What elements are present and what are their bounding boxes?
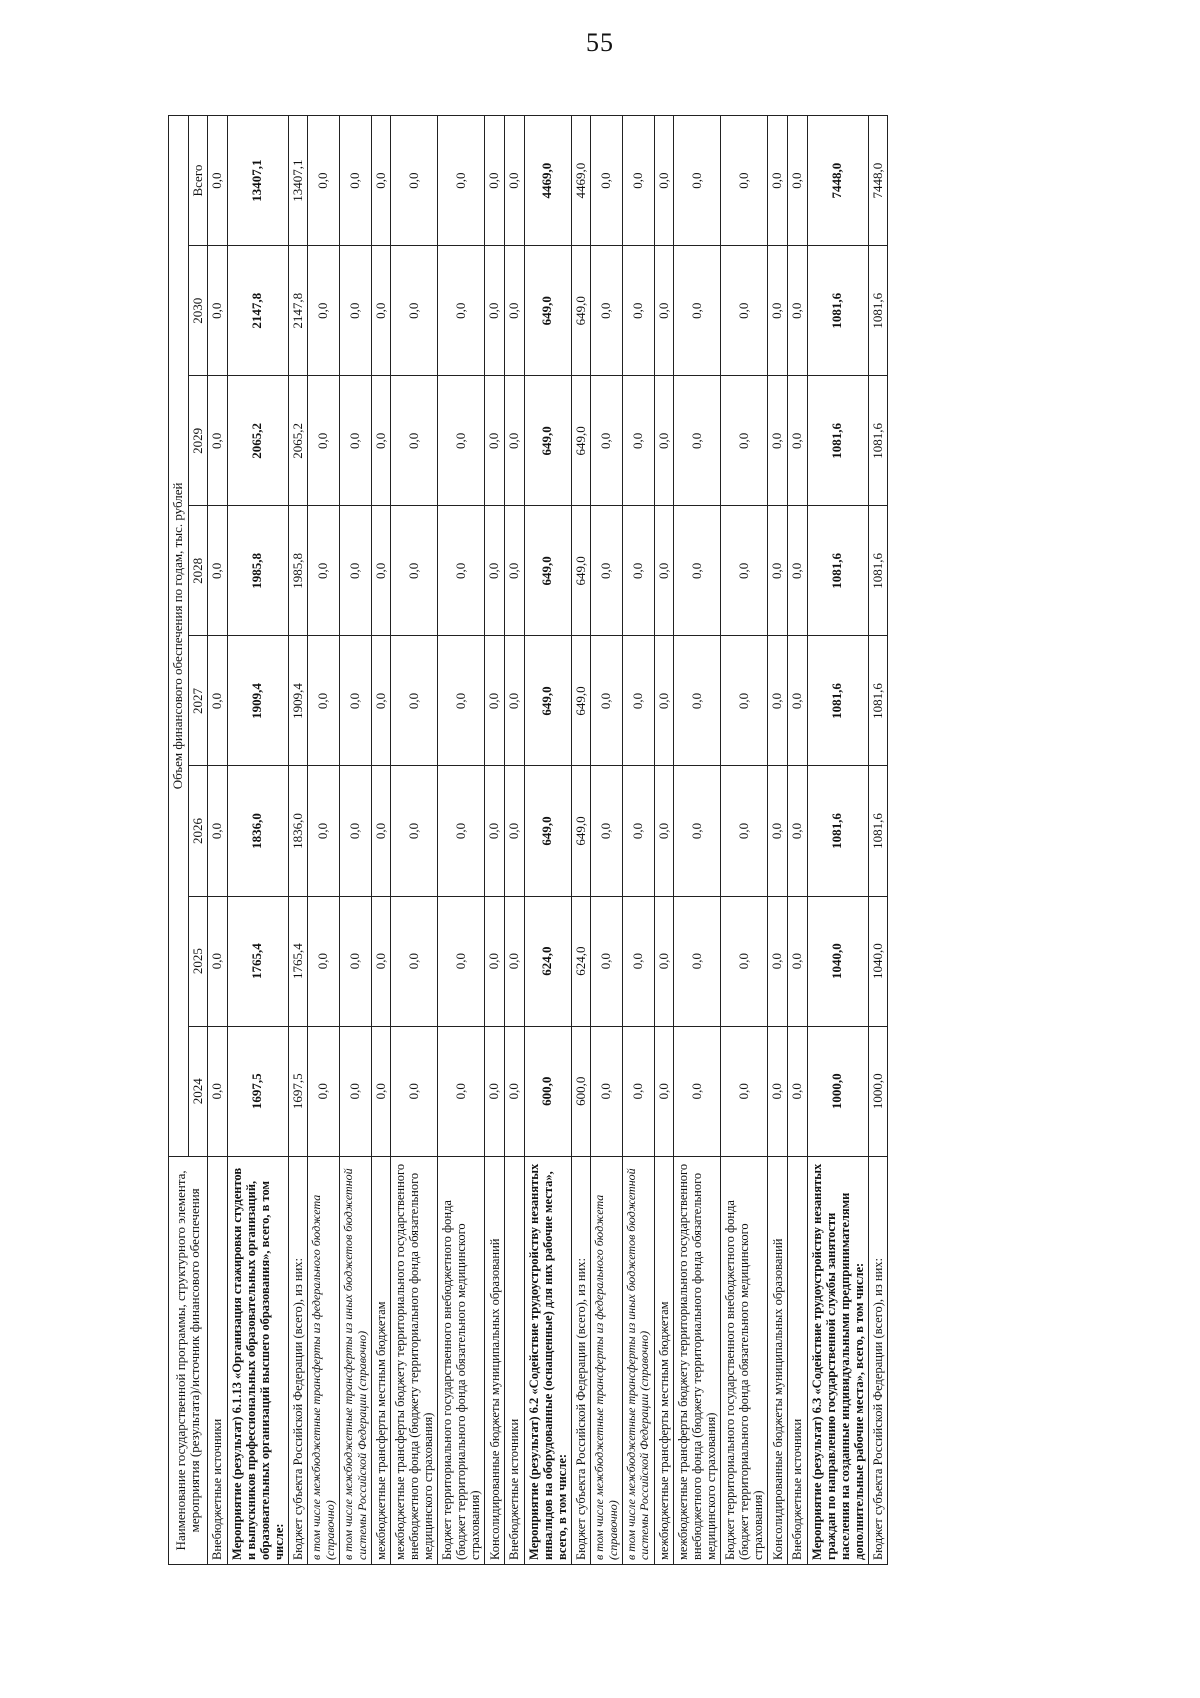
- year-value-cell: 0,0: [340, 896, 372, 1026]
- table-row: [721, 116, 768, 1565]
- year-value-cell: 649,0: [524, 766, 571, 896]
- total-value-cell: 4469,0: [571, 116, 591, 246]
- year-value-cell: 0,0: [485, 506, 505, 636]
- year-value-cell: 0,0: [591, 506, 623, 636]
- total-value-cell: 0,0: [340, 116, 372, 246]
- total-value-cell: 7448,0: [868, 116, 888, 246]
- year-value-cell: 0,0: [308, 246, 340, 376]
- year-value-cell: 0,0: [505, 766, 525, 896]
- year-value-cell: 0,0: [391, 1026, 438, 1156]
- year-value-cell: 2065,2: [288, 376, 308, 506]
- year-value-cell: 0,0: [787, 376, 807, 506]
- year-value-cell: 0,0: [308, 1026, 340, 1156]
- year-value-cell: 0,0: [391, 766, 438, 896]
- year-header: 2027: [188, 636, 208, 766]
- year-value-cell: 1836,0: [227, 766, 288, 896]
- year-value-cell: 1909,4: [288, 636, 308, 766]
- year-value-cell: 0,0: [721, 1026, 768, 1156]
- year-value-cell: 0,0: [787, 506, 807, 636]
- year-value-cell: 1765,4: [288, 896, 308, 1026]
- year-value-cell: 1081,6: [807, 376, 868, 506]
- year-value-cell: 0,0: [674, 506, 721, 636]
- year-value-cell: 0,0: [208, 376, 228, 506]
- year-value-cell: 0,0: [438, 506, 485, 636]
- year-value-cell: 0,0: [391, 376, 438, 506]
- row-label: Бюджет субъекта Российской Федерации (всего), из них:: [868, 1156, 888, 1564]
- year-value-cell: 0,0: [768, 766, 788, 896]
- table-header: [169, 116, 208, 1565]
- year-value-cell: 0,0: [308, 766, 340, 896]
- year-value-cell: 0,0: [438, 636, 485, 766]
- table-row: [623, 116, 655, 1565]
- year-header: 2025: [188, 896, 208, 1026]
- year-value-cell: 0,0: [674, 636, 721, 766]
- year-value-cell: 0,0: [485, 896, 505, 1026]
- table-row: [340, 116, 372, 1565]
- table-row: [371, 116, 391, 1565]
- year-value-cell: 0,0: [591, 1026, 623, 1156]
- year-value-cell: 0,0: [505, 246, 525, 376]
- year-value-cell: 2147,8: [227, 246, 288, 376]
- total-value-cell: 0,0: [308, 116, 340, 246]
- total-value-cell: 0,0: [591, 116, 623, 246]
- year-value-cell: 0,0: [654, 766, 674, 896]
- year-value-cell: 0,0: [485, 246, 505, 376]
- year-value-cell: 1081,6: [868, 636, 888, 766]
- year-header: 2028: [188, 506, 208, 636]
- total-value-cell: 13407,1: [227, 116, 288, 246]
- table-row: [524, 116, 571, 1565]
- year-value-cell: 1081,6: [807, 506, 868, 636]
- total-value-cell: 0,0: [438, 116, 485, 246]
- year-value-cell: 1081,6: [868, 246, 888, 376]
- row-label: в том числе межбюджетные трансферты из федерального бюджета (справочно): [308, 1156, 340, 1564]
- year-value-cell: 0,0: [721, 376, 768, 506]
- total-value-cell: 0,0: [505, 116, 525, 246]
- year-value-cell: 0,0: [654, 506, 674, 636]
- year-value-cell: 649,0: [571, 506, 591, 636]
- year-value-cell: 0,0: [768, 246, 788, 376]
- year-value-cell: 0,0: [505, 376, 525, 506]
- year-value-cell: 0,0: [308, 636, 340, 766]
- year-value-cell: 0,0: [721, 246, 768, 376]
- row-label: Консолидированные бюджеты муниципальных образований: [768, 1156, 788, 1564]
- year-value-cell: 0,0: [485, 376, 505, 506]
- year-value-cell: 0,0: [308, 896, 340, 1026]
- year-value-cell: 0,0: [623, 766, 655, 896]
- year-header: 2026: [188, 766, 208, 896]
- total-value-cell: 0,0: [768, 116, 788, 246]
- year-value-cell: 649,0: [571, 766, 591, 896]
- year-value-cell: 649,0: [524, 246, 571, 376]
- year-value-cell: 1081,6: [807, 766, 868, 896]
- year-value-cell: 0,0: [505, 896, 525, 1026]
- year-value-cell: 1765,4: [227, 896, 288, 1026]
- row-label: межбюджетные трансферты бюджету территориального государственного внебюджетного фонда (бюджету территориального фонда обязательного медицинского страхования): [674, 1156, 721, 1564]
- year-value-cell: 0,0: [654, 636, 674, 766]
- total-value-cell: 0,0: [371, 116, 391, 246]
- year-value-cell: 0,0: [371, 506, 391, 636]
- year-value-cell: 0,0: [438, 246, 485, 376]
- year-value-cell: 0,0: [340, 506, 372, 636]
- row-label: Внебюджетные источники: [505, 1156, 525, 1564]
- year-value-cell: 0,0: [485, 636, 505, 766]
- total-value-cell: 0,0: [623, 116, 655, 246]
- year-value-cell: 0,0: [208, 636, 228, 766]
- year-value-cell: 1040,0: [807, 896, 868, 1026]
- year-header: 2024: [188, 1026, 208, 1156]
- row-label: Внебюджетные источники: [787, 1156, 807, 1564]
- row-label: Мероприятие (результат) 6.2 «Содействие трудоустройству незанятых инвалидов на оборудованные (оснащенные) для них рабочие места», всего, в том числе:: [524, 1156, 571, 1564]
- year-value-cell: 0,0: [654, 896, 674, 1026]
- year-value-cell: 0,0: [391, 506, 438, 636]
- year-value-cell: 1081,6: [868, 376, 888, 506]
- year-value-cell: 0,0: [623, 376, 655, 506]
- year-value-cell: 0,0: [208, 1026, 228, 1156]
- year-value-cell: 649,0: [524, 636, 571, 766]
- year-value-cell: 0,0: [391, 246, 438, 376]
- year-value-cell: 649,0: [524, 506, 571, 636]
- year-value-cell: 0,0: [787, 1026, 807, 1156]
- financing-table: [168, 115, 888, 1565]
- total-value-cell: 13407,1: [288, 116, 308, 246]
- total-value-cell: 0,0: [208, 116, 228, 246]
- year-value-cell: 0,0: [674, 246, 721, 376]
- year-value-cell: 1697,5: [288, 1026, 308, 1156]
- row-label: Бюджет субъекта Российской Федерации (всего), из них:: [571, 1156, 591, 1564]
- table-row: [591, 116, 623, 1565]
- year-value-cell: 1081,6: [807, 246, 868, 376]
- year-value-cell: 0,0: [340, 376, 372, 506]
- year-value-cell: 0,0: [787, 766, 807, 896]
- year-value-cell: 0,0: [623, 506, 655, 636]
- year-value-cell: 0,0: [208, 506, 228, 636]
- row-label: в том числе межбюджетные трансферты из федерального бюджета (справочно): [591, 1156, 623, 1564]
- financing-group-header: Объем финансового обеспечения по годам, тыс. рублей: [169, 116, 189, 1157]
- row-label: Внебюджетные источники: [208, 1156, 228, 1564]
- year-value-cell: 0,0: [505, 1026, 525, 1156]
- year-value-cell: 1697,5: [227, 1026, 288, 1156]
- year-value-cell: 0,0: [371, 246, 391, 376]
- year-value-cell: 649,0: [571, 636, 591, 766]
- year-value-cell: 1081,6: [868, 766, 888, 896]
- row-label: межбюджетные трансферты местным бюджетам: [371, 1156, 391, 1564]
- row-label: Мероприятие (результат) 6.3 «Содействие трудоустройству незанятых граждан по направлению государственной службы занятости населения на созданные индивидуальными предпринимателями дополнительные рабочие места», всего, в том числе:: [807, 1156, 868, 1564]
- year-value-cell: 0,0: [438, 896, 485, 1026]
- row-label: Консолидированные бюджеты муниципальных образований: [485, 1156, 505, 1564]
- year-value-cell: 0,0: [768, 636, 788, 766]
- year-header: 2029: [188, 376, 208, 506]
- table-row: [868, 116, 888, 1565]
- year-value-cell: 0,0: [674, 376, 721, 506]
- page-number: 55: [586, 28, 614, 57]
- total-value-cell: 4469,0: [524, 116, 571, 246]
- table-row: [208, 116, 228, 1565]
- table-row: [571, 116, 591, 1565]
- year-value-cell: 0,0: [623, 246, 655, 376]
- table-row: [807, 116, 868, 1565]
- year-value-cell: 624,0: [524, 896, 571, 1026]
- total-value-cell: 0,0: [654, 116, 674, 246]
- table-body: [208, 116, 888, 1565]
- row-label: Бюджет субъекта Российской Федерации (всего), из них:: [288, 1156, 308, 1564]
- year-value-cell: 1985,8: [227, 506, 288, 636]
- year-value-cell: 649,0: [571, 376, 591, 506]
- table-row: [485, 116, 505, 1565]
- row-label: в том числе межбюджетные трансферты из иных бюджетов бюджетной системы Российской Федерации (справочно): [623, 1156, 655, 1564]
- year-value-cell: 0,0: [371, 636, 391, 766]
- total-value-cell: 0,0: [485, 116, 505, 246]
- year-value-cell: 0,0: [391, 636, 438, 766]
- year-value-cell: 0,0: [505, 506, 525, 636]
- year-value-cell: 1985,8: [288, 506, 308, 636]
- year-value-cell: 0,0: [208, 896, 228, 1026]
- name-column-header: Наименование государственной программы, структурного элемента, мероприятия (результата)/источник финансового обеспечения: [169, 1156, 208, 1564]
- rotated-table-container: [168, 115, 1128, 1565]
- year-value-cell: 0,0: [438, 766, 485, 896]
- year-value-cell: 649,0: [524, 376, 571, 506]
- table-row: [654, 116, 674, 1565]
- year-value-cell: 0,0: [308, 376, 340, 506]
- year-value-cell: 0,0: [768, 376, 788, 506]
- year-value-cell: 600,0: [524, 1026, 571, 1156]
- row-label: Бюджет территориального государственного внебюджетного фонда (бюджет территориального фонда обязательного медицинского страхования): [721, 1156, 768, 1564]
- year-value-cell: 0,0: [591, 376, 623, 506]
- year-value-cell: 0,0: [721, 896, 768, 1026]
- year-value-cell: 0,0: [674, 766, 721, 896]
- year-value-cell: 0,0: [340, 246, 372, 376]
- year-value-cell: 2065,2: [227, 376, 288, 506]
- row-label: межбюджетные трансферты бюджету территориального государственного внебюджетного фонда (бюджету территориального фонда обязательного медицинского страхования): [391, 1156, 438, 1564]
- table-row: [308, 116, 340, 1565]
- year-value-cell: 0,0: [208, 246, 228, 376]
- year-header: 2030: [188, 246, 208, 376]
- table-row: [227, 116, 288, 1565]
- year-value-cell: 0,0: [721, 766, 768, 896]
- table-row: [288, 116, 308, 1565]
- year-value-cell: 0,0: [623, 896, 655, 1026]
- table-row: [391, 116, 438, 1565]
- year-value-cell: 600,0: [571, 1026, 591, 1156]
- year-value-cell: 0,0: [391, 896, 438, 1026]
- table-row: [787, 116, 807, 1565]
- year-value-cell: 0,0: [438, 1026, 485, 1156]
- total-value-cell: 0,0: [787, 116, 807, 246]
- row-label: в том числе межбюджетные трансферты из иных бюджетов бюджетной системы Российской Федерации (справочно): [340, 1156, 372, 1564]
- year-value-cell: 1000,0: [807, 1026, 868, 1156]
- year-value-cell: 0,0: [371, 766, 391, 896]
- year-value-cell: 624,0: [571, 896, 591, 1026]
- year-value-cell: 0,0: [787, 896, 807, 1026]
- year-value-cell: 0,0: [623, 636, 655, 766]
- year-value-cell: 0,0: [591, 896, 623, 1026]
- total-value-cell: 0,0: [721, 116, 768, 246]
- table-row: [674, 116, 721, 1565]
- year-value-cell: 1081,6: [807, 636, 868, 766]
- table-row: [505, 116, 525, 1565]
- year-value-cell: 0,0: [371, 1026, 391, 1156]
- year-value-cell: 0,0: [340, 766, 372, 896]
- year-value-cell: 0,0: [787, 246, 807, 376]
- year-value-cell: 0,0: [787, 636, 807, 766]
- year-value-cell: 1081,6: [868, 506, 888, 636]
- year-value-cell: 2147,8: [288, 246, 308, 376]
- year-value-cell: 0,0: [623, 1026, 655, 1156]
- year-value-cell: 0,0: [768, 506, 788, 636]
- year-value-cell: 0,0: [485, 1026, 505, 1156]
- year-value-cell: 0,0: [208, 766, 228, 896]
- year-value-cell: 0,0: [721, 636, 768, 766]
- year-value-cell: 649,0: [571, 246, 591, 376]
- year-value-cell: 0,0: [768, 896, 788, 1026]
- year-value-cell: 0,0: [768, 1026, 788, 1156]
- year-value-cell: 0,0: [654, 246, 674, 376]
- total-value-cell: 0,0: [391, 116, 438, 246]
- year-value-cell: 1836,0: [288, 766, 308, 896]
- year-value-cell: 0,0: [654, 376, 674, 506]
- year-value-cell: 0,0: [591, 246, 623, 376]
- row-label: Бюджет территориального государственного внебюджетного фонда (бюджет территориального фонда обязательного медицинского страхования): [438, 1156, 485, 1564]
- year-value-cell: 0,0: [721, 506, 768, 636]
- row-label: Мероприятие (результат) 6.1.13 «Организация стажировки студентов и выпускников профессиональных образовательных организаций, образовательных организаций высшего образования», всего, в том числе:: [227, 1156, 288, 1564]
- year-value-cell: 0,0: [654, 1026, 674, 1156]
- table-row: [438, 116, 485, 1565]
- table-row: [768, 116, 788, 1565]
- year-value-cell: 0,0: [591, 766, 623, 896]
- year-value-cell: 0,0: [591, 636, 623, 766]
- year-value-cell: 1909,4: [227, 636, 288, 766]
- year-value-cell: 0,0: [438, 376, 485, 506]
- year-value-cell: 0,0: [674, 896, 721, 1026]
- year-value-cell: 0,0: [485, 766, 505, 896]
- year-value-cell: 0,0: [371, 896, 391, 1026]
- year-value-cell: 1040,0: [868, 896, 888, 1026]
- year-value-cell: 0,0: [505, 636, 525, 766]
- year-value-cell: 0,0: [674, 1026, 721, 1156]
- year-value-cell: 0,0: [340, 636, 372, 766]
- row-label: межбюджетные трансферты местным бюджетам: [654, 1156, 674, 1564]
- total-header: Всего: [188, 116, 208, 246]
- year-value-cell: 1000,0: [868, 1026, 888, 1156]
- year-value-cell: 0,0: [340, 1026, 372, 1156]
- total-value-cell: 0,0: [674, 116, 721, 246]
- total-value-cell: 7448,0: [807, 116, 868, 246]
- year-value-cell: 0,0: [371, 376, 391, 506]
- year-value-cell: 0,0: [308, 506, 340, 636]
